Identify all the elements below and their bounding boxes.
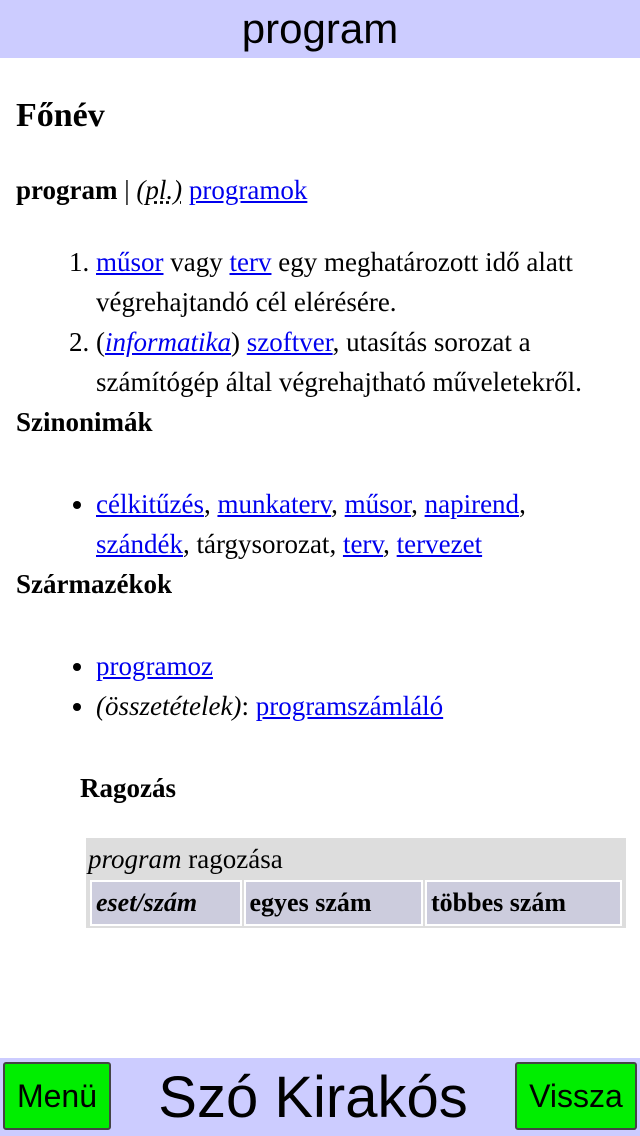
separator: | — [124, 175, 130, 205]
compounds-label: (összetételek) — [96, 691, 242, 721]
sense-item — [96, 322, 624, 402]
synonyms-list — [16, 484, 624, 564]
sense-text: egy meghatározott idő alatt végrehajtandó cél elérésére. — [96, 247, 573, 317]
part-of-speech-heading: Főnév — [16, 97, 105, 134]
caption-rest: ragozása — [181, 844, 283, 874]
page-title: program — [241, 5, 399, 52]
derivative-link[interactable]: programoz — [96, 651, 213, 681]
paren: ) — [231, 327, 240, 357]
header-text: eset/szám — [96, 888, 198, 917]
sense-link-szoftver[interactable]: szoftver — [246, 327, 333, 357]
compound-link[interactable]: programszámláló — [255, 691, 444, 721]
synonym-link[interactable]: tervezet — [396, 529, 483, 559]
table-header-plural: többes szám — [425, 880, 622, 926]
sense-text: vagy — [163, 247, 230, 277]
sense-text: , utasítás sorozat a számítógép által végrehajtható műveletekről. — [96, 327, 582, 397]
synonym-link[interactable]: műsor — [344, 489, 412, 519]
synonyms-heading: Szinonimák — [16, 407, 153, 437]
plural-abbr: (pl.) — [136, 175, 183, 205]
comma: , — [331, 489, 345, 519]
inflection-table — [88, 878, 624, 928]
sense-link-terv[interactable]: terv — [229, 247, 272, 277]
inflection-heading: Ragozás — [80, 773, 176, 803]
synonym-link[interactable]: munkaterv — [217, 489, 332, 519]
colon: : — [241, 691, 256, 721]
synonym-link[interactable]: terv — [342, 529, 384, 559]
table-row — [90, 880, 622, 926]
list-item — [96, 484, 624, 564]
sense-link-musor[interactable]: műsor — [96, 247, 164, 277]
inflection-section — [0, 768, 640, 808]
inflection-table-box — [86, 838, 626, 928]
synonym-link[interactable]: szándék — [96, 529, 183, 559]
sense-item — [96, 242, 624, 322]
table-header-singular: egyes szám — [244, 880, 424, 926]
synonym-link[interactable]: célkitűzés — [96, 489, 204, 519]
inflection-caption — [88, 840, 624, 878]
domain-link-informatika[interactable]: informatika — [105, 327, 231, 357]
list-item — [96, 686, 624, 726]
caption-word: program — [88, 844, 182, 874]
list-item — [96, 646, 624, 686]
derivatives-list — [16, 646, 624, 726]
paren: ( — [96, 327, 105, 357]
app-title: Szó Kirakós — [158, 1064, 468, 1130]
table-header-case — [90, 880, 242, 926]
header-bar — [0, 0, 640, 58]
menu-button[interactable]: Menü — [3, 1062, 111, 1130]
footer-bar — [0, 1058, 640, 1136]
back-button[interactable]: Vissza — [515, 1062, 637, 1130]
space — [240, 327, 247, 357]
comma: , — [411, 489, 425, 519]
derivatives-heading: Származékok — [16, 569, 172, 599]
comma: , — [182, 529, 197, 559]
comma: , — [329, 529, 343, 559]
entry-content[interactable] — [0, 58, 640, 1058]
senses-list — [16, 242, 624, 402]
plural-link[interactable]: programok — [188, 175, 308, 205]
comma: , — [383, 529, 397, 559]
comma: , — [203, 489, 218, 519]
synonym-link[interactable]: napirend — [424, 489, 520, 519]
headword: program — [16, 175, 118, 205]
headword-line — [16, 170, 624, 210]
comma: , — [519, 489, 526, 519]
synonym-plain: tárgysorozat — [196, 529, 330, 559]
